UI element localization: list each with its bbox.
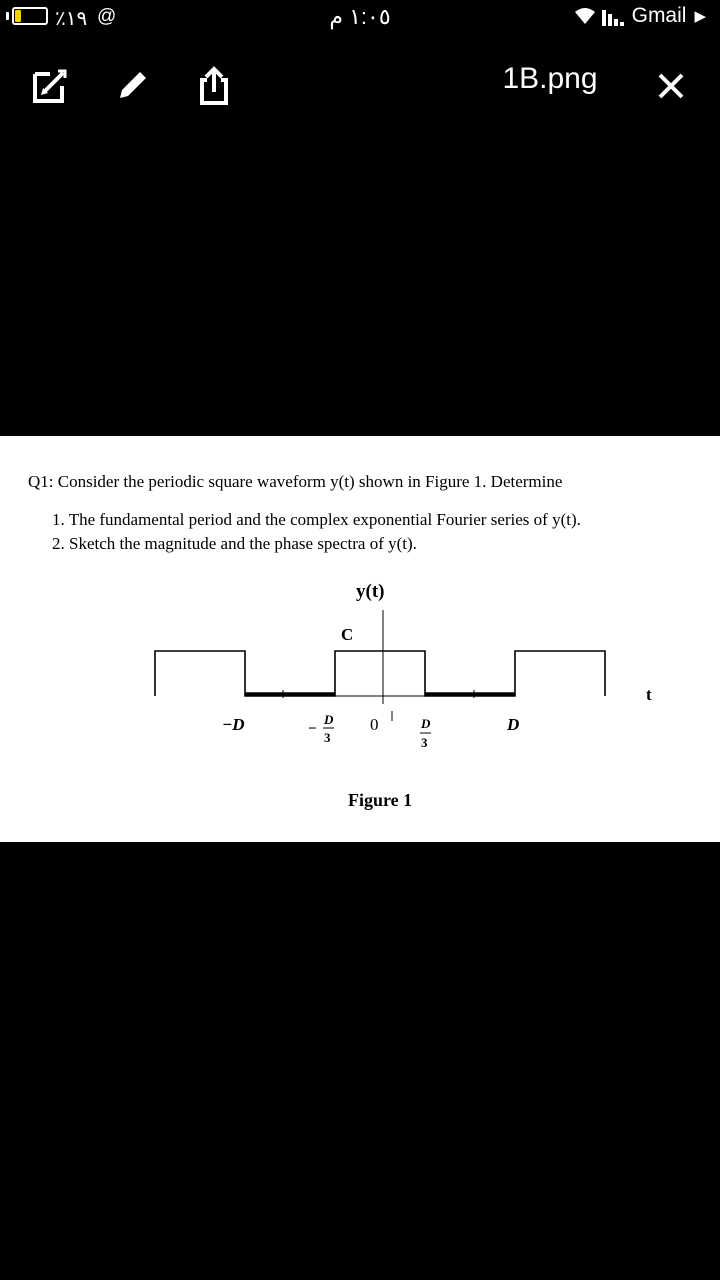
- wifi-icon: [574, 7, 596, 25]
- list-item: 2. Sketch the magnitude and the phase spectra of y(t).: [52, 534, 417, 553]
- battery-fill: [15, 10, 21, 22]
- document-image: [0, 436, 720, 842]
- signal-icon: [602, 6, 626, 26]
- file-name: 1B.png: [502, 62, 598, 95]
- share-icon[interactable]: [194, 66, 234, 106]
- tick-label-pos-d3-den: 3: [421, 735, 428, 750]
- tick-label-neg-sign: −: [308, 721, 317, 737]
- external-edit-icon[interactable]: [30, 66, 70, 106]
- status-right: [574, 4, 706, 28]
- status-clock: ١:٠٥ م: [329, 4, 391, 29]
- tick-label-neg-d3-num: D: [324, 712, 334, 727]
- tick-label-zero: 0: [370, 715, 379, 734]
- waveform-figure: [0, 436, 720, 842]
- t-axis-label: t: [646, 685, 652, 704]
- status-bar: [0, 0, 720, 36]
- close-icon[interactable]: [654, 69, 688, 103]
- battery-percent: ٪١٩: [55, 8, 88, 30]
- battery-icon: [12, 7, 48, 25]
- square-waveform: [155, 651, 605, 696]
- play-icon: ▶: [694, 8, 706, 25]
- pencil-icon[interactable]: [112, 66, 152, 106]
- amplitude-label: C: [341, 625, 354, 644]
- y-axis-label: y(t): [356, 581, 385, 602]
- question-text: Q1: Consider the periodic square waveform y(t) shown in Figure 1. Determine: [28, 472, 563, 491]
- at-sign-icon: @: [97, 6, 117, 27]
- tick-label-neg-d: −D: [222, 715, 245, 734]
- figure-caption: Figure 1: [348, 790, 413, 810]
- battery-tip: [6, 12, 9, 20]
- tick-label-neg-d3-den: 3: [324, 730, 331, 745]
- tick-label-pos-d: D: [507, 715, 520, 734]
- tick-label-pos-d3-num: D: [421, 716, 431, 731]
- list-item: 1. The fundamental period and the complex exponential Fourier series of y(t).: [52, 510, 581, 529]
- app-label: Gmail: [631, 4, 687, 27]
